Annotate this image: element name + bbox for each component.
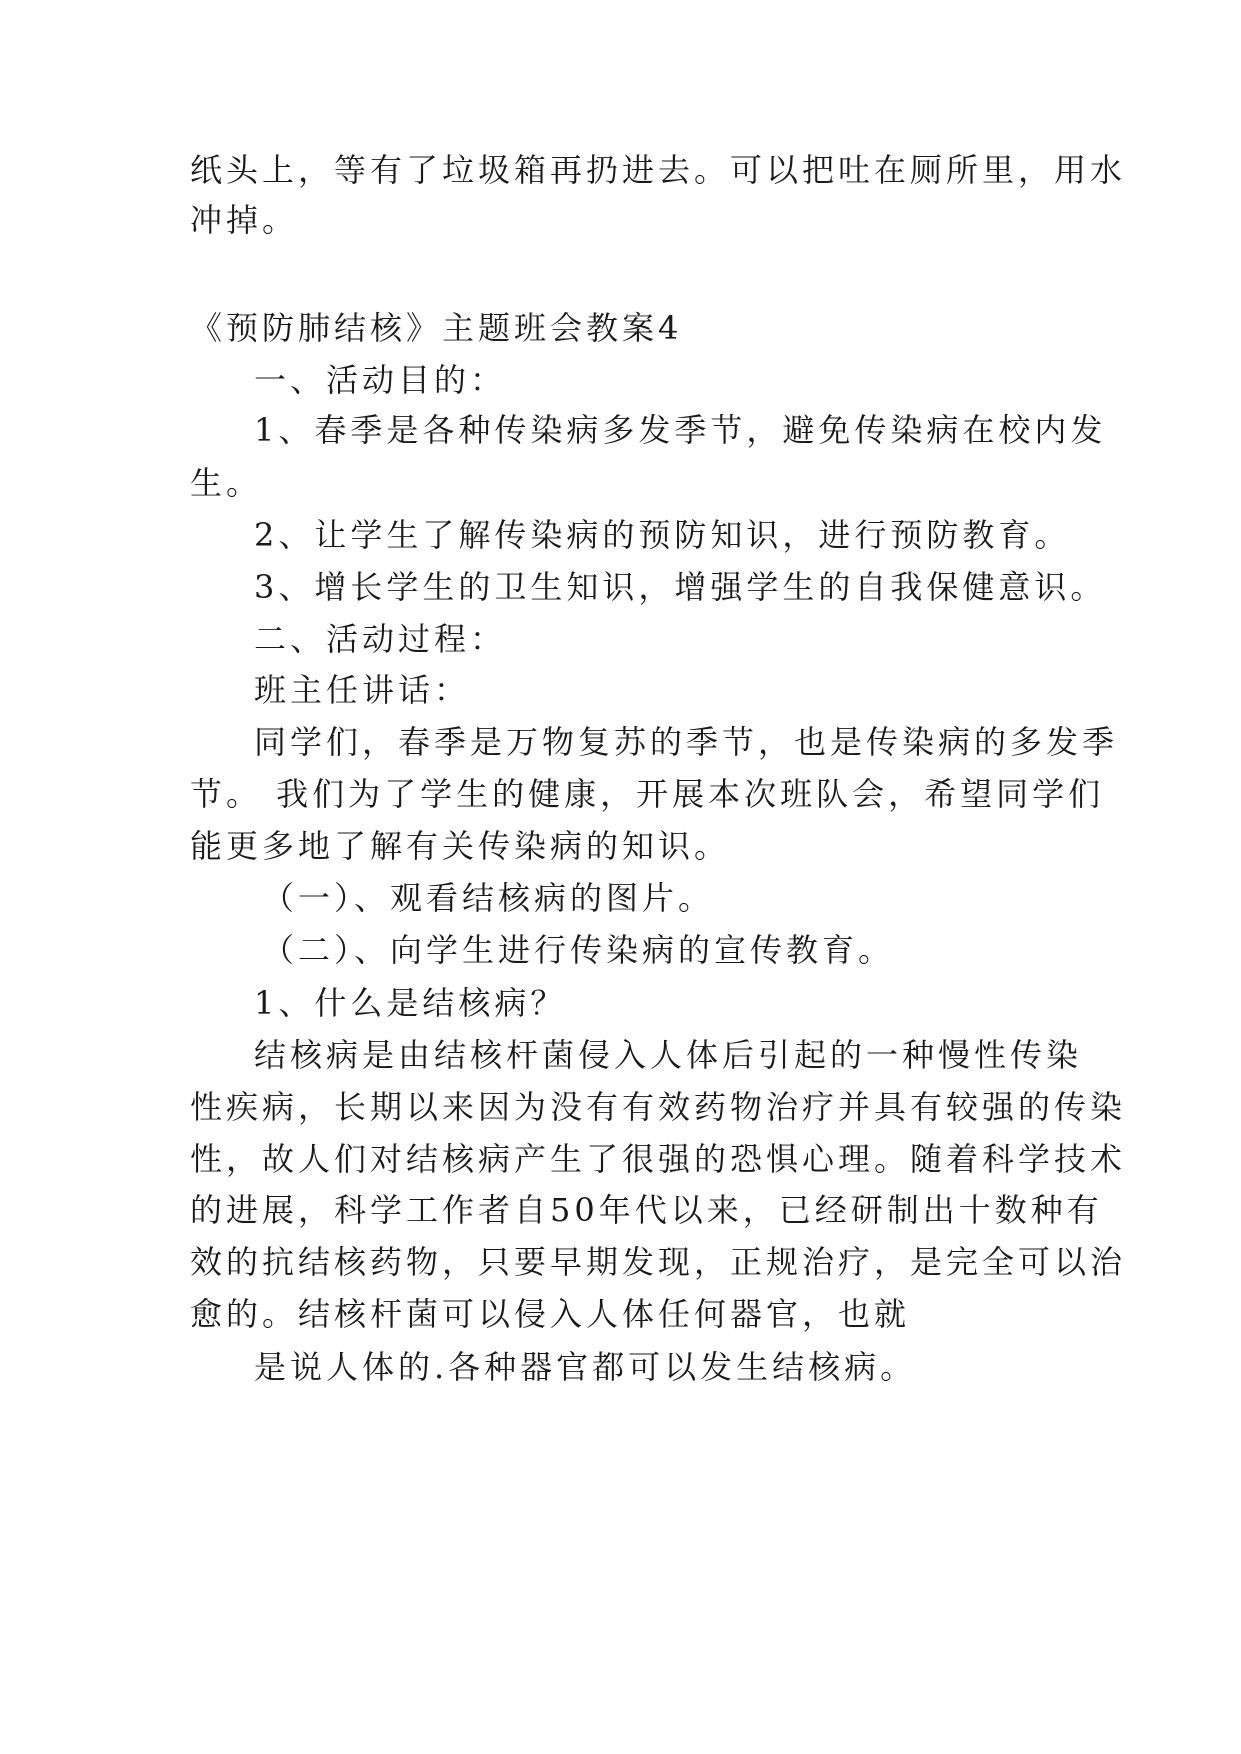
subheading-pictures: （一）、观看结核病的图片。 [262, 879, 715, 917]
text-line: 能更多地了解有关传染病的知识。 [190, 827, 731, 865]
section-title: 《预防肺结核》主题班会教案4 [190, 309, 683, 347]
question-heading: 1、什么是结核病？ [254, 984, 567, 1022]
heading-activity-purpose: 一、活动目的： [254, 361, 507, 399]
text-line: 结核病是由结核杆菌侵入人体后引起的一种慢性传染 [254, 1036, 1083, 1074]
text-line: 冲掉。 [190, 201, 299, 239]
text-line: 3、增长学生的卫生知识，增强学生的自我保健意识。 [254, 568, 1107, 606]
text-line: 1、春季是各种传染病多发季节，避免传染病在校内发 [254, 411, 1107, 449]
text-line: 班主任讲话： [254, 671, 471, 709]
text-line: 2、让学生了解传染病的预防知识，进行预防教育。 [254, 516, 1071, 554]
text-line: 节。 我们为了学生的健康，开展本次班队会，希望同学们 [190, 775, 1105, 813]
text-line: 性疾病，长期以来因为没有有效药物治疗并具有较强的传染 [190, 1088, 1127, 1126]
text-line: 效的抗结核药物，只要早期发现，正规治疗，是完全可以治 [190, 1243, 1127, 1281]
text-line: 愈的。结核杆菌可以侵入人体任何器官，也就 [190, 1295, 911, 1333]
text-line: 的进展，科学工作者自50年代以来，已经研制出十数种有 [190, 1191, 1103, 1229]
subheading-education: （二）、向学生进行传染病的宣传教育。 [262, 931, 895, 969]
text-line: 是说人体的.各种器官都可以发生结核病。 [254, 1348, 917, 1386]
text-line: 性，故人们对结核病产生了很强的恐惧心理。随着科学技术 [190, 1140, 1127, 1178]
text-line: 纸头上，等有了垃圾箱再扔进去。可以把吐在厕所里，用水 [190, 151, 1127, 189]
text-line: 同学们，春季是万物复苏的季节，也是传染病的多发季 [254, 723, 1119, 761]
text-line: 生。 [190, 464, 263, 502]
heading-activity-process: 二、活动过程： [254, 620, 507, 658]
